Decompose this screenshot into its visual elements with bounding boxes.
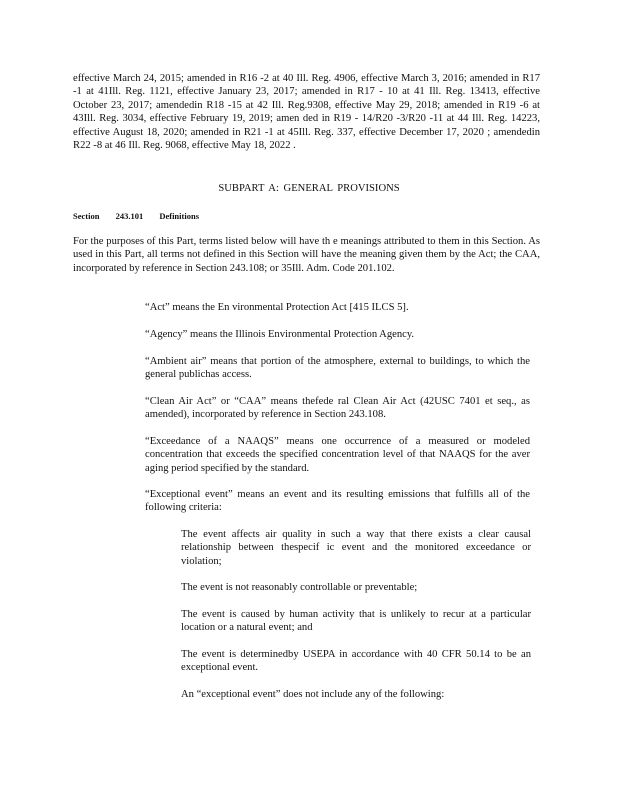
definition-exceedance: “Exceedance of a NAAQS” means one occurrence of a measured or modeled concentration that exceeds the specified concentration level of that NAAQS for the aver aging period specified by the standard.	[145, 436, 530, 474]
criteria-item: The event affects air quality in such a way that there exists a clear causal relationship between thespecif ic event and the monitored exceedance or violation;	[181, 529, 531, 567]
section-number: 243.101	[115, 211, 144, 221]
definition-clean-air-act: “Clean Air Act” or “CAA” means thefede ral Clean Air Act (42USC 7401 et seq., as amended), incorporated by reference in Section 243.108.	[145, 396, 530, 421]
section-title: Definitions	[159, 211, 199, 221]
definition-agency: “Agency” means the Illinois Environmental Protection Agency.	[145, 329, 415, 340]
criteria-item: The event is not reasonably controllable or preventable;	[181, 582, 418, 593]
definition-exceptional-event: “Exceptional event” means an event and its resulting emissions that fulfills all of the following criteria:	[145, 489, 530, 514]
criteria-item: The event is caused by human activity that is unlikely to recur at a particular location or a natural event; and	[181, 609, 531, 634]
intro-paragraph: For the purposes of this Part, terms listed below will have th e meanings attributed to them in this Section. As used in this Part, all terms not defined in this Section will have the meaning given them by the Act; the CAA, incorporated by reference in Section 243.108; or 35Ill. Adm. Code 201.102.	[73, 236, 540, 274]
section-label: Section	[73, 211, 100, 221]
criteria-item: The event is determinedby USEPA in accordance with 40 CFR 50.14 to be an exceptional event.	[181, 649, 531, 674]
amendment-history: effective March 24, 2015; amended in R16 -2 at 40 Ill. Reg. 4906, effective March 3, 2016; amended in R17 -1 at 41Ill. Reg. 1121, effective January 23, 2017; amended in R17 - 10 at 41 Ill. Reg. 13413, effective October 23, 2017; amendedin R18 -15 at 42 Ill. Reg.9308, effective May 29, 2018; amended in R19 -6 at 43Ill. Reg. 3034, effective February 19, 2019; amen ded in R19 - 14/R20 -3/R20 -11 at 44 Ill. Reg. 14223, effective August 18, 2020; amended in R21 -1 at 45Ill. Reg. 337, effective December 17, 2020 ; amendedin R22 -8 at 46 Ill. Reg. 9068, effective May 18, 2022 .	[73, 73, 540, 152]
subpart-heading: SUBPART A: GENERAL PROVISIONS	[218, 183, 400, 194]
criteria-item: An “exceptional event” does not include any of the following:	[181, 689, 445, 700]
definition-act: “Act” means the En vironmental Protection Act [415 ILCS 5].	[145, 302, 409, 313]
definition-ambient-air: “Ambient air” means that portion of the atmosphere, external to buildings, to which the general publichas access.	[145, 356, 530, 381]
section-heading	[73, 211, 199, 221]
